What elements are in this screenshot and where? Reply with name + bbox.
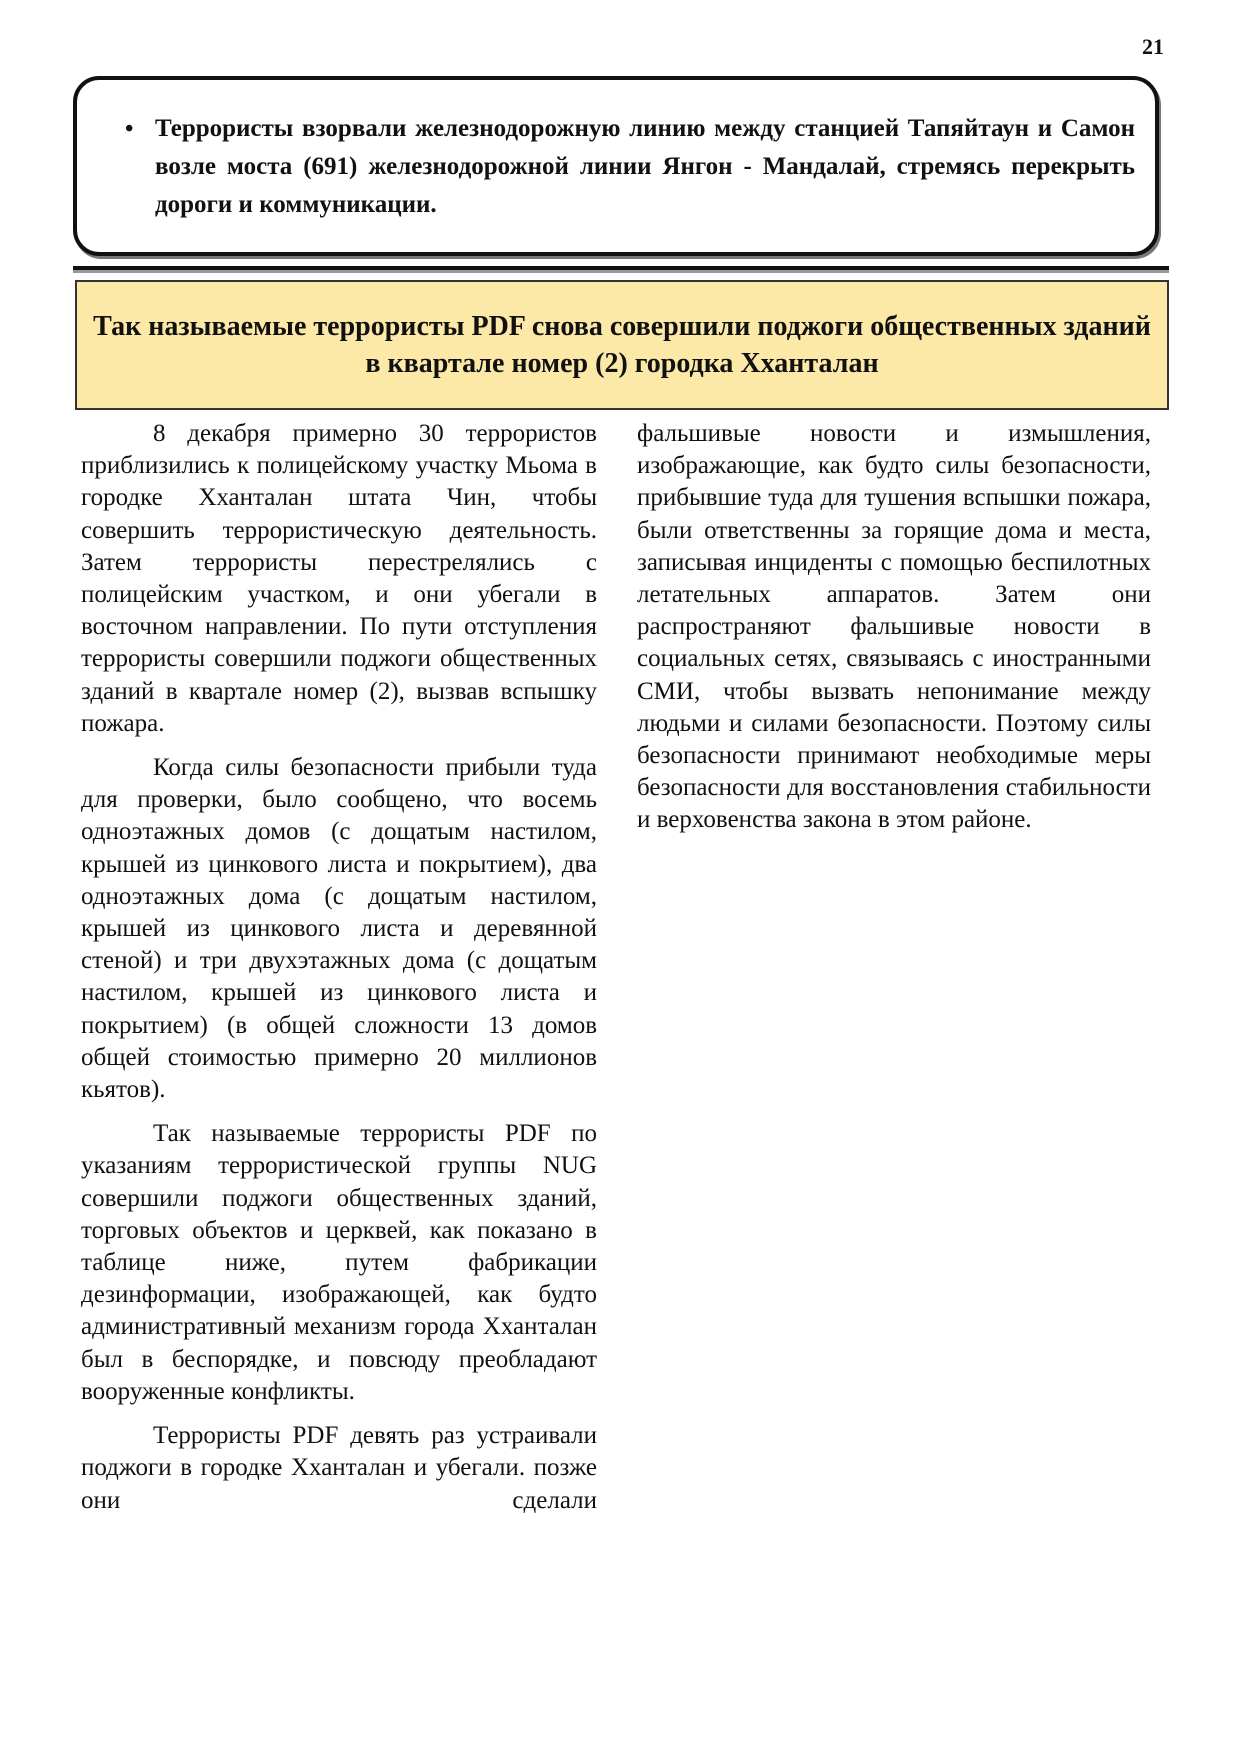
bullet-item bbox=[125, 110, 1135, 224]
page-number: 21 bbox=[1142, 34, 1164, 59]
article-paragraph: Так называемые террористы PDF по указаниям террористической группы NUG совершили поджоги общественных зданий, торговых объектов и церквей, как показано в таблице ниже, путем фабрикации дезинформации, изображающей, как будто административный механизм города Хханталан был в беспорядке, и повсюду преобладают вооруженные конфликты. bbox=[81, 1120, 597, 1405]
bullet-dot-icon: • bbox=[125, 116, 134, 142]
article-paragraph: Когда силы безопасности прибыли туда для проверки, было сообщено, что восемь одноэтажных домов (с дощатым настилом, крышей из цинкового листа и покрытием), два одноэтажных дома (с дощатым настилом, крышей из цинкового листа и деревянной стеной) и три двухэтажных дома (с дощатым настилом, крышей из цинкового листа и покрытием) (в общей сложности 13 домов общей стоимостью примерно 20 миллионов кьятов). bbox=[81, 754, 597, 1104]
bullet-list bbox=[77, 80, 1155, 224]
article-right-column bbox=[637, 418, 1151, 849]
article-left-column bbox=[81, 418, 597, 1529]
headline-box bbox=[75, 280, 1169, 410]
article-headline: Так называемые террористы PDF снова совершили поджоги общественных зданий в квартале номер (2) городка Хханталан bbox=[93, 311, 1151, 379]
section-divider bbox=[73, 266, 1169, 270]
article-paragraph: Террористы PDF девять раз устраивали поджоги в городке Хханталан и убегали. позже они сделали bbox=[81, 1422, 597, 1514]
bullet-text: Террористы взорвали железнодорожную линию между станцией Тапяйтаун и Самон возле моста (691) железнодорожной линии Янгон - Мандалай, стремясь перекрыть дороги и коммуникации. bbox=[155, 115, 1135, 218]
article-paragraph: фальшивые новости и измышления, изображающие, как будто силы безопасности, прибывшие туда для тушения вспышки пожара, были ответственны за горящие дома и места, записывая инциденты с помощью беспилотных летательных аппаратов. Затем они распространяют фальшивые новости в социальных сетях, связываясь с иностранными СМИ, чтобы вызвать непонимание между людьми и силами безопасности. Поэтому силы безопасности принимают необходимые меры безопасности для восстановления стабильности и верховенства закона в этом районе. bbox=[637, 420, 1151, 834]
bullet-summary-box bbox=[73, 76, 1159, 256]
article-paragraph: 8 декабря примерно 30 террористов приблизились к полицейскому участку Мьома в городке Хханталан штата Чин, чтобы совершить террористическую деятельность. Затем террористы перестрелялись с полицейским участком, и они убегали в восточном направлении. По пути отступления террористы совершили поджоги общественных зданий в квартале номер (2), вызвав вспышку пожара. bbox=[81, 420, 597, 737]
